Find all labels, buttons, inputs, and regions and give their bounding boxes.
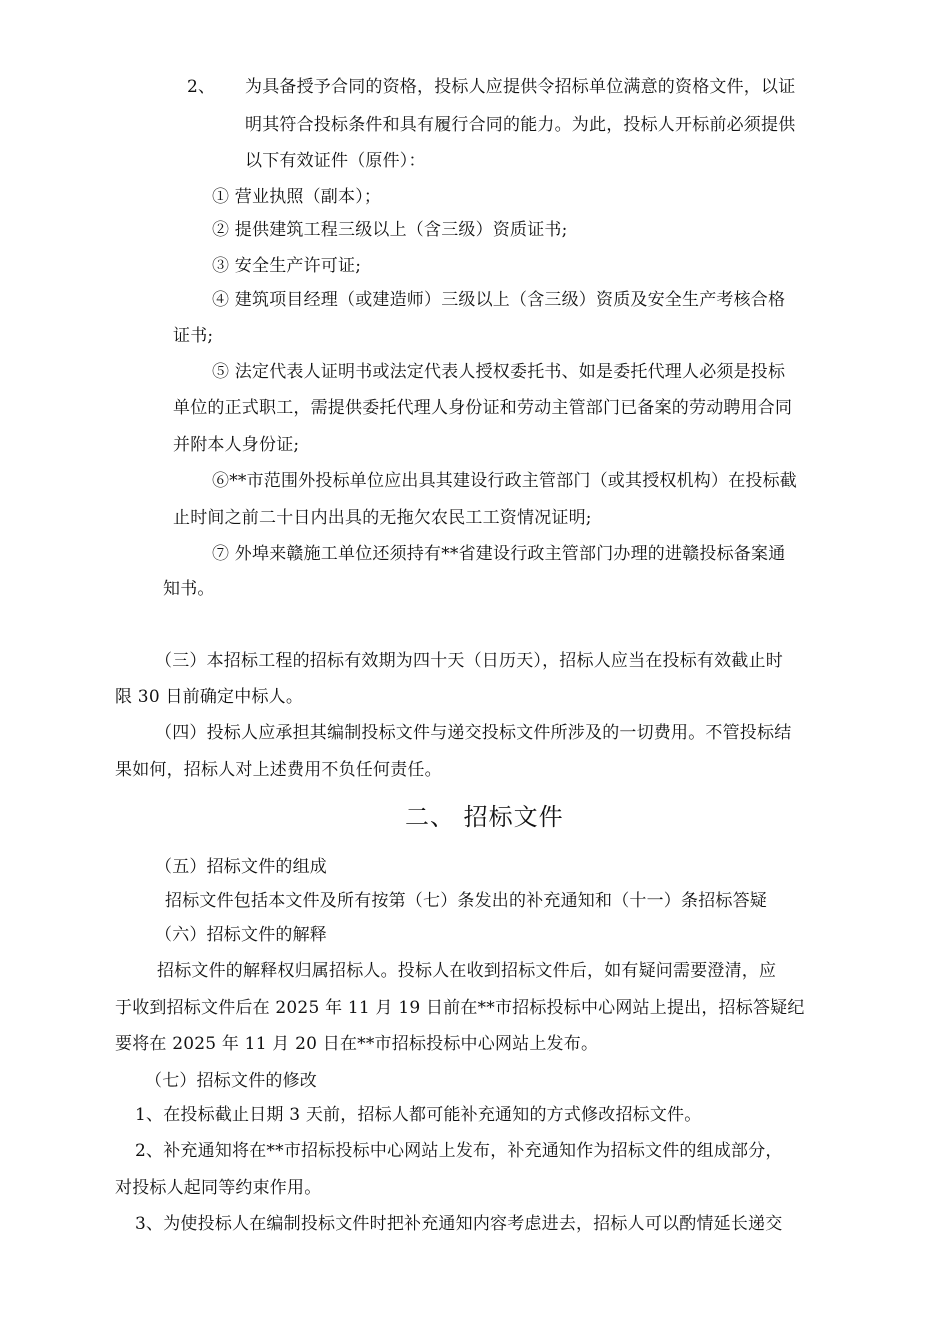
cert-item-7-line-2: 知书。 (163, 579, 215, 599)
cert-item-4-line-1: ④ 建筑项目经理（或建造师）三级以上（含三级）资质及安全生产考核合格 (212, 290, 786, 310)
cert-item-5-line-1: ⑤ 法定代表人证明书或法定代表人授权委托书、如是委托代理人必须是投标 (212, 362, 786, 382)
cert-item-7-line-1: ⑦ 外埠来赣施工单位还须持有**省建设行政主管部门办理的进赣投标备案通 (212, 544, 786, 564)
para-7-item-2-line-2: 对投标人起同等约束作用。 (115, 1178, 322, 1198)
para-5-heading: （五）招标文件的组成 (155, 857, 327, 877)
cert-item-5-line-3: 并附本人身份证; (173, 435, 300, 455)
para-4-line-2: 果如何，招标人对上述费用不负任何责任。 (115, 760, 442, 780)
cert-item-6-line-1: ⑥**市范围外投标单位应出具其建设行政主管部门（或其授权机构）在投标截 (212, 471, 797, 491)
section-title: 二、 招标文件 (405, 803, 564, 831)
item-2-number: 2、 (187, 77, 216, 97)
cert-item-3: ③ 安全生产许可证; (212, 256, 362, 276)
para-5-body: 招标文件包括本文件及所有按第（七）条发出的补充通知和（十一）条招标答疑 (165, 891, 767, 911)
para-7-item-2-line-1: 2、补充通知将在**市招标投标中心网站上发布，补充通知作为招标文件的组成部分， (135, 1141, 783, 1161)
para-3-line-2: 限 30 日前确定中标人。 (115, 687, 304, 707)
cert-item-5-line-2: 单位的正式职工，需提供委托代理人身份证和劳动主管部门已备案的劳动聘用合同 (173, 398, 793, 418)
item-2-line-3: 以下有效证件（原件）： (245, 151, 426, 171)
para-7-heading: （七）招标文件的修改 (145, 1071, 317, 1091)
cert-item-1: ① 营业执照（副本）； (212, 187, 382, 207)
para-7-item-1: 1、在投标截止日期 3 天前，招标人都可能补充通知的方式修改招标文件。 (135, 1105, 702, 1125)
para-4-line-1: （四）投标人应承担其编制投标文件与递交投标文件所涉及的一切费用。不管投标结 (155, 723, 792, 743)
cert-item-4-line-2: 证书; (173, 326, 214, 346)
cert-item-2: ② 提供建筑工程三级以上（含三级）资质证书; (212, 220, 568, 240)
item-2-line-1: 为具备授予合同的资格，投标人应提供令招标单位满意的资格文件，以证 (245, 77, 796, 97)
cert-item-6-line-2: 止时间之前二十日内出具的无拖欠农民工工资情况证明; (173, 508, 592, 528)
para-6-line-2: 于收到招标文件后在 2025 年 11 月 19 日前在**市招标投标中心网站上提出，招标答疑纪 (115, 998, 805, 1018)
para-6-heading: （六）招标文件的解释 (155, 925, 327, 945)
para-6-line-3: 要将在 2025 年 11 月 20 日在**市招标投标中心网站上发布。 (115, 1034, 599, 1054)
item-2-line-2: 明其符合投标条件和具有履行合同的能力。为此，投标人开标前必须提供 (245, 115, 796, 135)
para-3-line-1: （三）本招标工程的招标有效期为四十天（日历天），招标人应当在投标有效截止时 (155, 651, 783, 671)
para-7-item-3-line-1: 3、为使投标人在编制投标文件时把补充通知内容考虑进去，招标人可以酌情延长递交 (135, 1214, 783, 1234)
para-6-line-1: 招标文件的解释权归属招标人。投标人在收到招标文件后，如有疑问需要澄清，应 (157, 961, 777, 981)
